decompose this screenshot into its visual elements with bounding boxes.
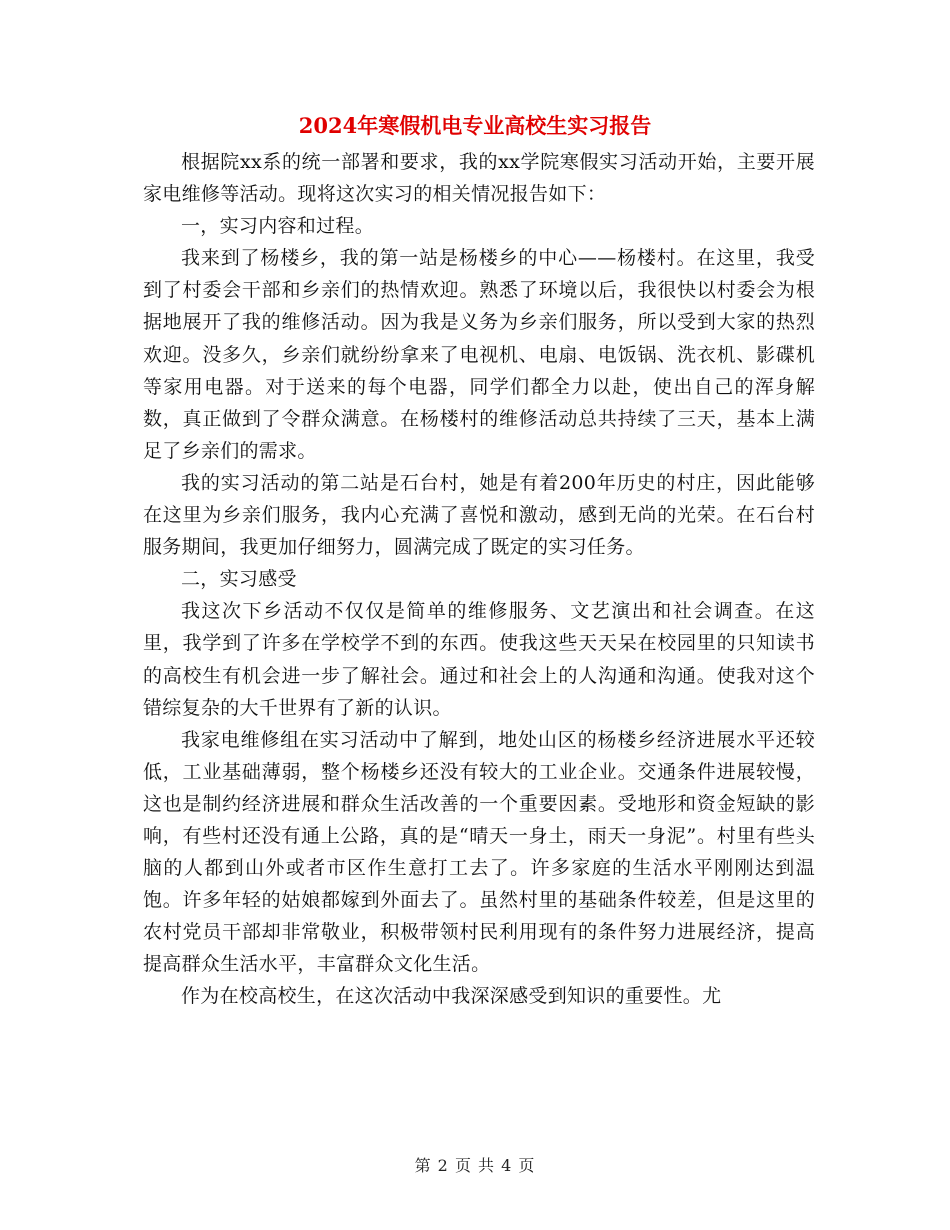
paragraph: 我来到了杨楼乡，我的第一站是杨楼乡的中心——杨楼村。在这里，我受到了村委会干部和乡亲们的热情欢迎。熟悉了环境以后，我很快以村委会为根据地展开了我的维修活动。因为我是义务为乡亲们服务，所以受到大家的热烈欢迎。没多久，乡亲们就纷纷拿来了电视机、电扇、电饭锅、洗衣机、影碟机等家用电器。对于送来的每个电器，同学们都全力以赴，使出自己的浑身解数，真正做到了令群众满意。在杨楼村的维修活动总共持续了三天，基本上满足了乡亲们的需求。 — [143, 247, 815, 462]
section-heading: 一，实习内容和过程。 — [181, 215, 375, 238]
paragraph: 我的实习活动的第二站是石台村，她是有着200年历史的村庄，因此能够在这里为乡亲们服务，我内心充满了喜悦和激动，感到无尚的光荣。在石台村服务期间，我更加仔细努力，圆满完成了既定的实习任务。 — [143, 471, 815, 559]
paragraph: 作为在校高校生，在这次活动中我深深感受到知识的重要性。尤 — [181, 985, 722, 1008]
document-body — [143, 146, 815, 1013]
section-heading: 二，实习感受 — [181, 568, 297, 591]
paragraph: 根据院xx系的统一部署和要求，我的xx学院寒假实习活动开始，主要开展家电维修等活动。现将这次实习的相关情况报告如下： — [143, 151, 815, 206]
page-title: 2024年寒假机电专业高校生实习报告 — [298, 113, 652, 138]
paragraph: 我这次下乡活动不仅仅是简单的维修服务、文艺演出和社会调查。在这里，我学到了许多在学校学不到的东西。使我这些天天呆在校园里的只知读书的高校生有机会进一步了解社会。通过和社会上的人沟通和沟通。使我对这个错综复杂的大千世界有了新的认识。 — [143, 600, 815, 719]
page-number-footer: 第 2 页 共 4 页 — [414, 1156, 536, 1175]
paragraph: 我家电维修组在实习活动中了解到，地处山区的杨楼乡经济进展水平还较低，工业基础薄弱，整个杨楼乡还没有较大的工业企业。交通条件进展较慢，这也是制约经济进展和群众生活改善的一个重要因素。受地形和资金短缺的影响，有些村还没有通上公路，真的是“晴天一身土，雨天一身泥”。村里有些头脑的人都到山外或者市区作生意打工去了。许多家庭的生活水平刚刚达到温饱。许多年轻的姑娘都嫁到外面去了。虽然村里的基础条件较差，但是这里的农村党员干部却非常敬业，积极带领村民利用现有的条件努力进展经济，提高提高群众生活水平，丰富群众文化生活。 — [143, 728, 815, 976]
